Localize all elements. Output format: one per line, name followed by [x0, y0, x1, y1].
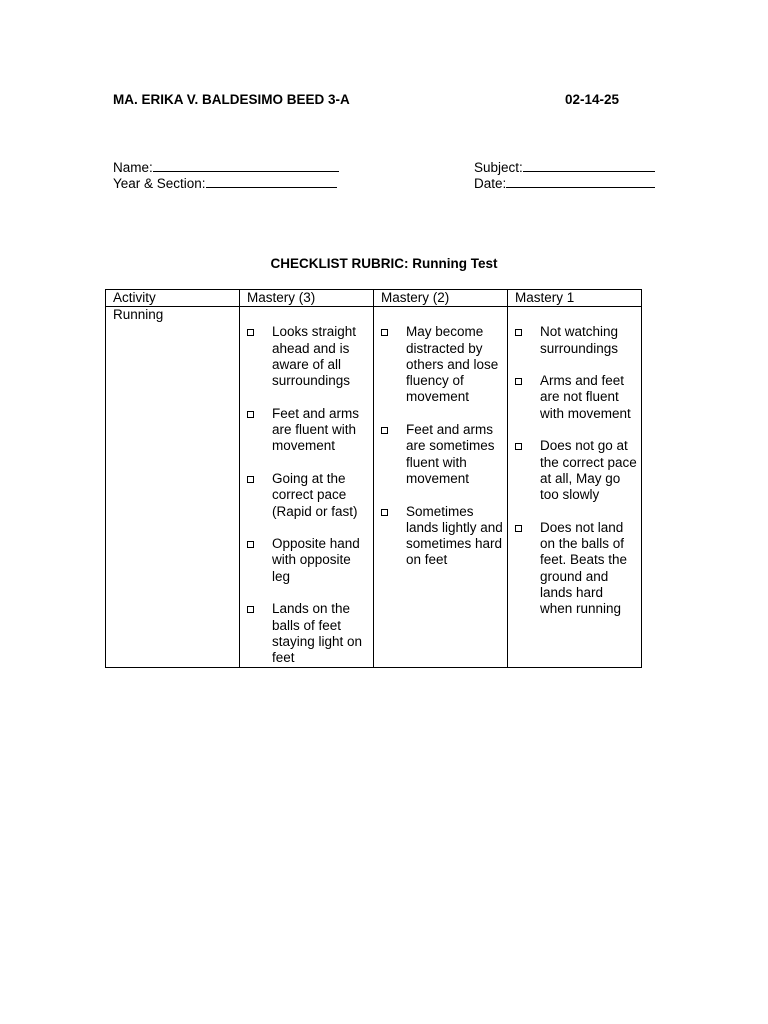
checkbox-icon[interactable] — [381, 329, 388, 336]
subject-label: Subject: — [474, 160, 523, 175]
mastery-3-cell — [240, 307, 374, 668]
checkbox-icon[interactable] — [247, 606, 254, 613]
table-header-row — [106, 290, 642, 307]
name-label: Name: — [113, 160, 153, 175]
checkbox-icon[interactable] — [515, 329, 522, 336]
checkbox-icon[interactable] — [515, 378, 522, 385]
criteria-text: Not watching surroundings — [540, 324, 619, 356]
criteria-item — [515, 324, 641, 357]
mastery-2-list — [381, 324, 507, 568]
column-header-mastery-1: Mastery 1 — [508, 290, 642, 307]
criteria-item — [247, 601, 373, 666]
checkbox-icon[interactable] — [381, 427, 388, 434]
criteria-text: Lands on the balls of feet staying light on feet — [272, 601, 363, 666]
checkbox-icon[interactable] — [381, 509, 388, 516]
criteria-item — [247, 324, 373, 389]
criteria-item — [381, 324, 507, 405]
date-blank-line — [506, 175, 655, 188]
date-label: Date: — [474, 176, 507, 191]
checkbox-icon[interactable] — [247, 411, 254, 418]
mastery-3-list — [247, 324, 373, 666]
criteria-text: May become distracted by others and lose fluency of movement — [406, 324, 499, 405]
criteria-text: Going at the correct pace (Rapid or fast) — [272, 470, 358, 519]
criteria-text: Sometimes lands lightly and sometimes hard on feet — [406, 503, 503, 568]
criteria-text: Arms and feet are not fluent with movement — [540, 373, 631, 421]
year-section-field — [113, 175, 337, 192]
column-header-mastery-2: Mastery (2) — [374, 290, 508, 307]
name-field — [113, 159, 339, 176]
column-header-mastery-3: Mastery (3) — [240, 290, 374, 307]
name-blank-line — [153, 159, 339, 172]
checkbox-icon[interactable] — [247, 329, 254, 336]
rubric-table — [105, 289, 642, 668]
criteria-text: Opposite hand with opposite leg — [272, 536, 360, 584]
checkbox-icon[interactable] — [247, 541, 254, 548]
criteria-item — [381, 504, 507, 569]
mastery-1-list — [515, 324, 641, 617]
criteria-item — [247, 406, 373, 455]
activity-label: Running — [113, 307, 164, 323]
mastery-2-cell — [374, 307, 508, 668]
criteria-text: Feet and arms are sometimes fluent with movement — [406, 422, 495, 486]
criteria-item — [515, 373, 641, 422]
criteria-item — [381, 422, 507, 487]
mastery-1-cell — [508, 307, 642, 668]
criteria-item — [247, 536, 373, 585]
column-header-activity: Activity — [106, 290, 240, 307]
criteria-text: Does not go at the correct pace at all, May go too slowly — [540, 438, 637, 503]
checkbox-icon[interactable] — [515, 443, 522, 450]
table-row — [106, 307, 642, 668]
author-header: MA. ERIKA V. BALDESIMO BEED 3-A — [113, 92, 350, 107]
checkbox-icon[interactable] — [515, 525, 522, 532]
criteria-item — [247, 471, 373, 520]
checkbox-icon[interactable] — [247, 476, 254, 483]
criteria-text: Does not land on the balls of feet. Beats the ground and lands hard when running — [540, 519, 628, 617]
criteria-text: Feet and arms are fluent with movement — [272, 405, 360, 454]
criteria-item — [515, 520, 641, 618]
year-section-blank-line — [206, 175, 337, 188]
date-field — [474, 175, 655, 192]
activity-cell — [106, 307, 240, 668]
rubric-title: CHECKLIST RUBRIC: Running Test — [270, 256, 498, 271]
subject-field — [474, 159, 655, 176]
criteria-text: Looks straight ahead and is aware of all surroundings — [272, 324, 357, 389]
subject-blank-line — [523, 159, 655, 172]
criteria-item — [515, 438, 641, 503]
date-header: 02-14-25 — [565, 92, 620, 107]
year-section-label: Year & Section: — [113, 176, 206, 191]
